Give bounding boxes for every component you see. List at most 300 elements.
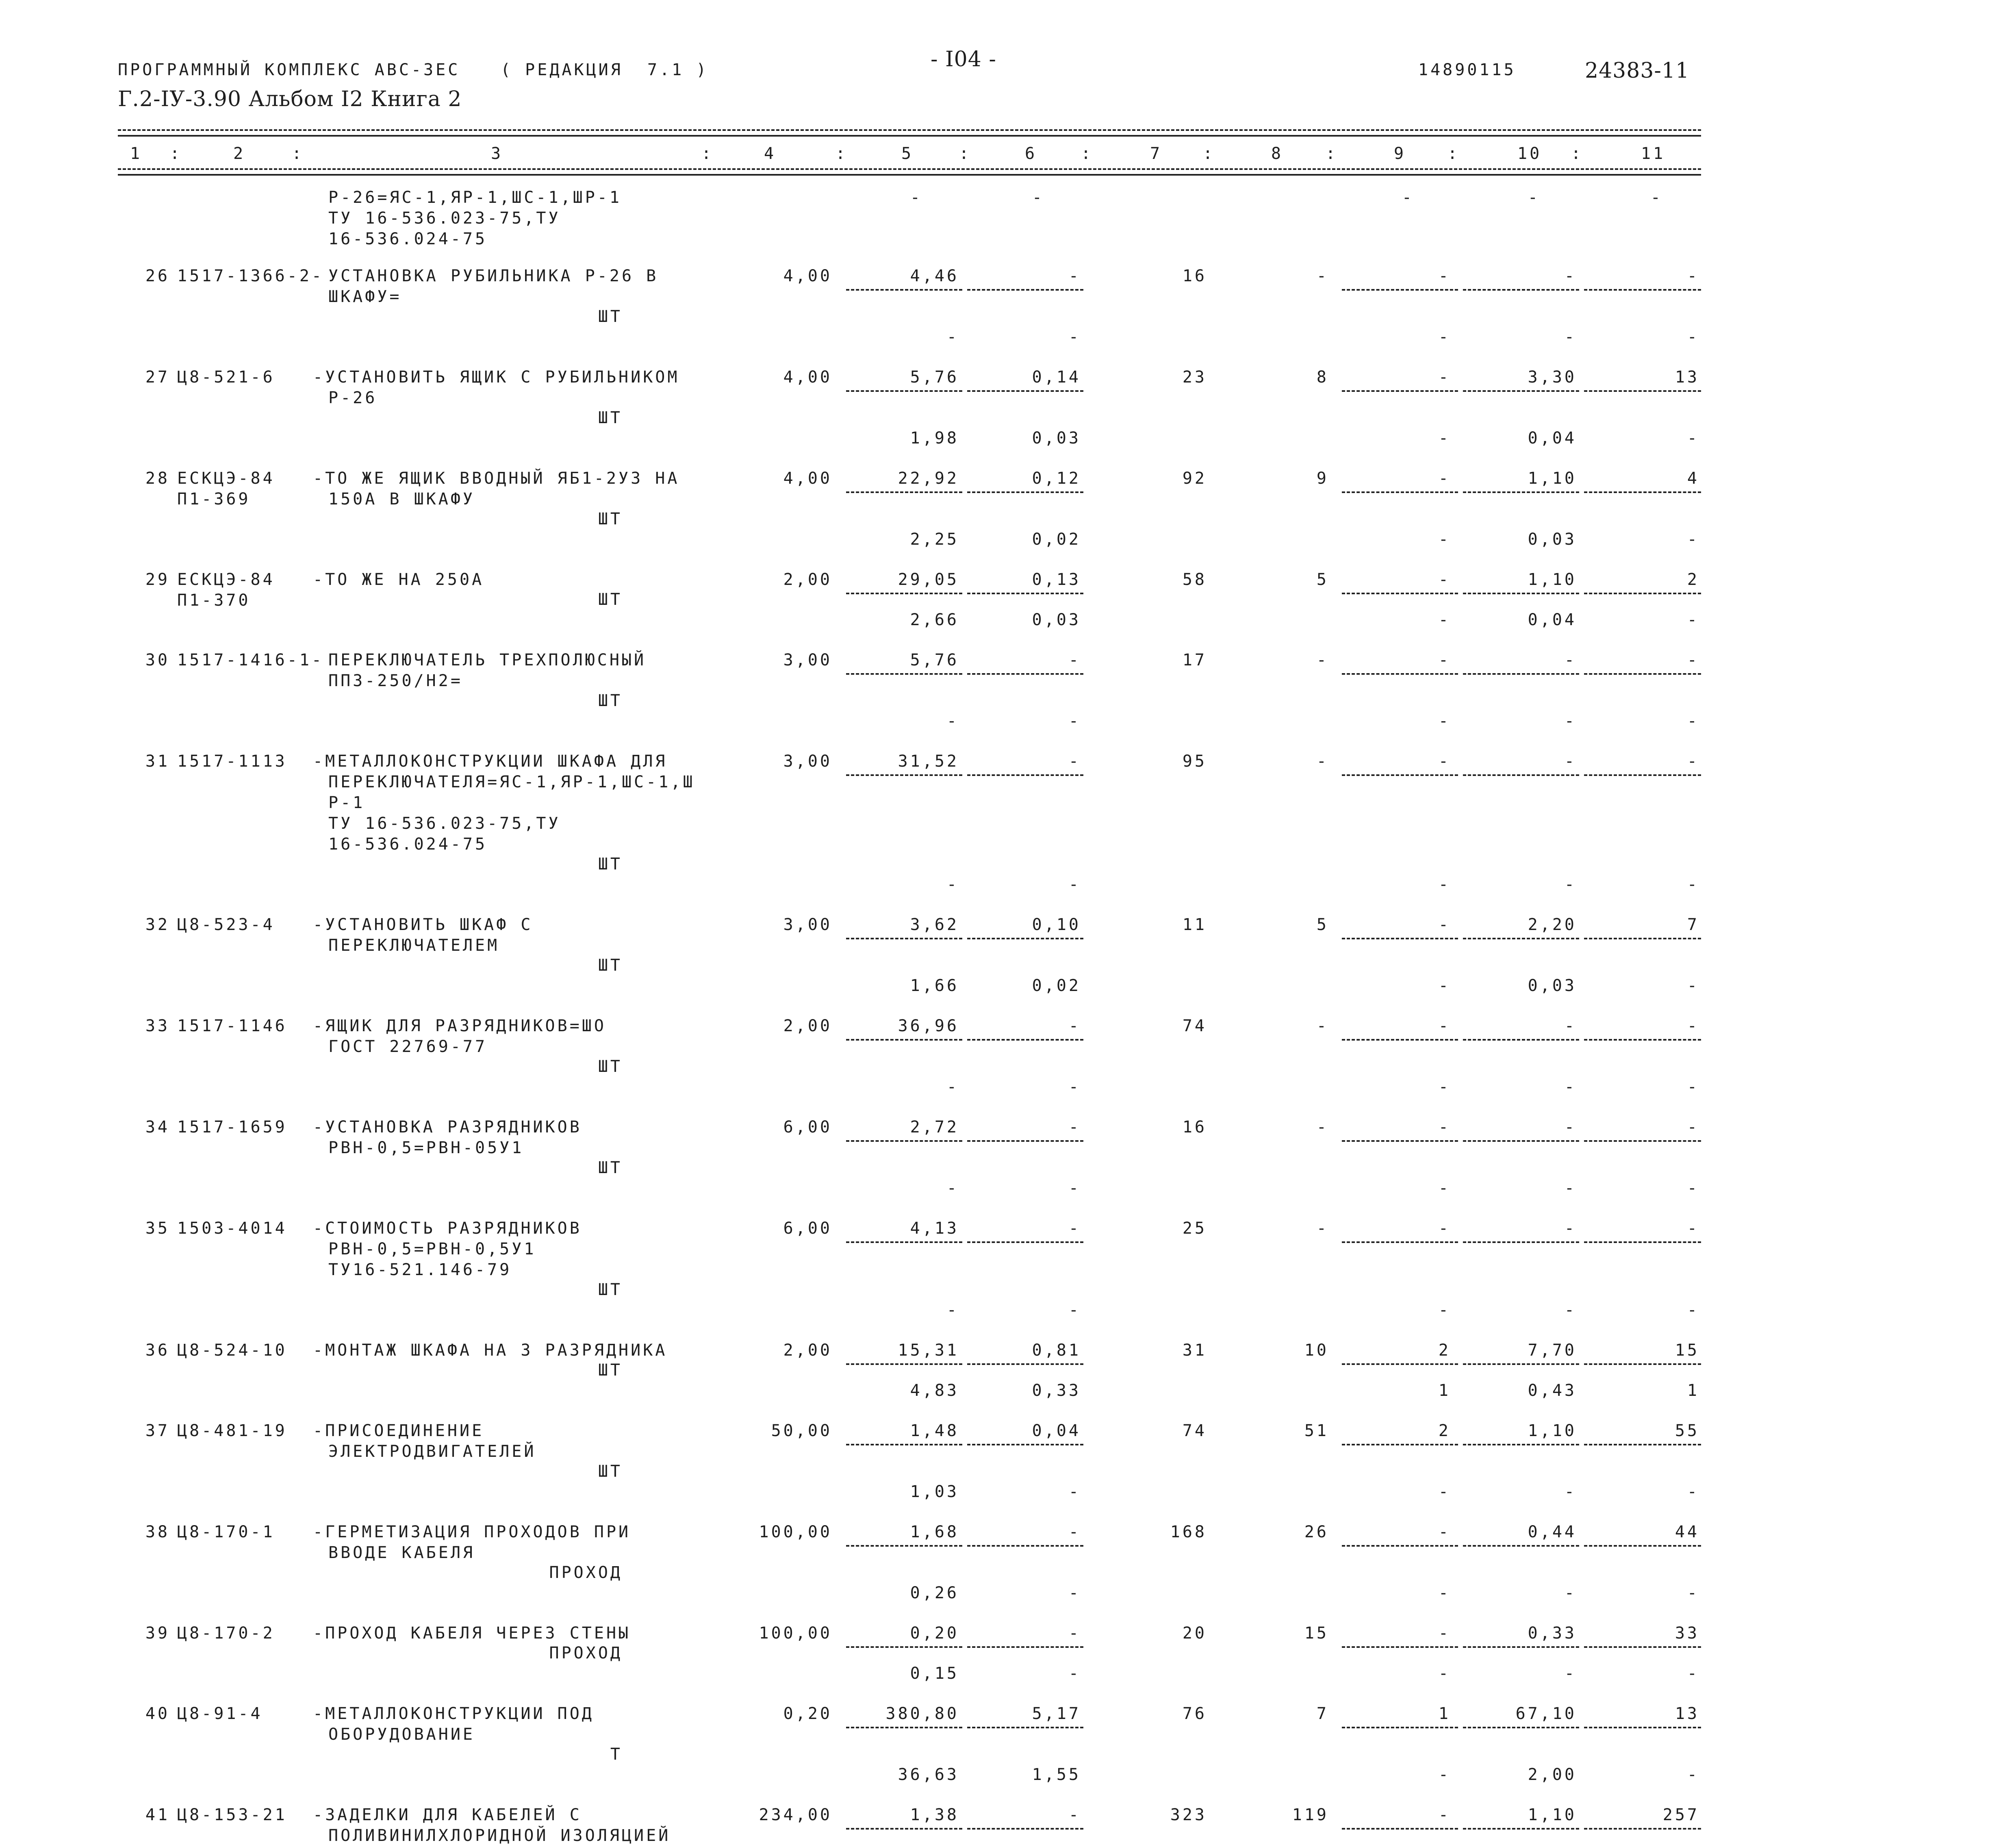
row-code: П1-370 [177,591,251,610]
row-number: 35 [145,1219,170,1238]
column-header-9: 9 [1394,144,1406,163]
top-rule-2 [118,135,1701,137]
row-col9-sub: - [1438,611,1451,629]
row-unit: ШТ [598,1158,623,1177]
row-col6-sub: - [1068,1078,1081,1096]
row-col5: 22,92 [898,469,959,488]
row-col11: 15 [1675,1341,1699,1360]
row-col11: 13 [1675,1704,1699,1723]
row-col11-sub: - [1687,530,1699,549]
row-divider [1584,1545,1701,1547]
row-col10-sub: - [1564,1584,1577,1602]
row-col10-sub: 0,04 [1528,429,1577,448]
row-value: - [1528,188,1540,207]
row-col5: 4,13 [910,1219,959,1238]
column-header-5: 5 [901,144,914,163]
row-description: -МОНТАЖ ШКАФА НА 3 РАЗРЯДНИКА [313,1341,668,1360]
row-code: Ц8-153-21 [177,1806,287,1824]
row-divider [1463,774,1579,776]
row-col9: - [1438,368,1451,387]
row-col10-sub: - [1564,1482,1577,1501]
row-quantity: 2,00 [783,570,832,589]
row-description: -ПРИСОЕДИНЕНИЕ [313,1421,484,1440]
row-col8: - [1316,267,1329,285]
row-code: Ц8-481-19 [177,1421,287,1440]
row-col5-sub: 2,25 [910,530,959,549]
row-col6: - [1068,1523,1081,1541]
row-number: 28 [145,469,170,488]
row-divider [1342,673,1458,675]
row-col6-sub: - [1068,1664,1081,1683]
column-header-1: 1 [130,144,143,163]
row-number: 33 [145,1017,170,1035]
row-col10-sub: - [1564,712,1577,730]
row-divider [846,1545,962,1547]
row-col6-sub: 0,03 [1032,429,1081,448]
row-col10: 1,10 [1528,1421,1577,1440]
row-number: 30 [145,651,170,669]
row-code: П1-369 [177,490,251,509]
row-quantity: 234,00 [759,1806,832,1824]
row-col9: - [1438,752,1451,771]
row-description: ВВОДЕ КАБЕЛЯ [328,1543,475,1562]
row-description: ПП3-250/Н2= [328,672,463,690]
row-col11-sub: - [1687,1179,1699,1197]
row-divider [1463,673,1579,675]
row-col10: 2,20 [1528,915,1577,934]
row-description: -УСТАНОВИТЬ ЯЩИК С РУБИЛЬНИКОМ [313,368,680,387]
column-separator: : [1203,144,1215,163]
row-divider [1584,938,1701,939]
row-col11: - [1687,1118,1699,1137]
row-col6-sub: 1,55 [1032,1765,1081,1784]
row-col7: 92 [1182,469,1207,488]
row-divider [846,289,962,291]
row-divider [1342,1363,1458,1365]
row-col5-sub: 1,66 [910,976,959,995]
row-divider [846,774,962,776]
row-col11-sub: - [1687,875,1699,894]
row-col11: - [1687,752,1699,771]
row-quantity: 50,00 [771,1421,832,1440]
row-col9: - [1438,915,1451,934]
row-value: - [910,188,922,207]
row-value: - [1032,188,1044,207]
row-col7: 74 [1182,1017,1207,1035]
row-divider [846,593,962,594]
row-quantity: 6,00 [783,1219,832,1238]
row-code: Ц8-91-4 [177,1704,263,1723]
row-col11-sub: - [1687,712,1699,730]
row-quantity: 2,00 [783,1017,832,1035]
row-divider [1584,1241,1701,1243]
row-description: ПЕРЕКЛЮЧАТЕЛЕМ [328,936,500,955]
row-col7: 25 [1182,1219,1207,1238]
row-number: 27 [145,368,170,387]
row-col6: - [1068,1806,1081,1824]
row-col6: - [1068,1624,1081,1643]
row-col10-sub: - [1564,1301,1577,1319]
row-description: ЭЛЕКТРОДВИГАТЕЛЕЙ [328,1442,536,1461]
row-code: 1517-1416-1- [177,651,324,669]
row-col10: 0,33 [1528,1624,1577,1643]
row-col8: - [1316,1219,1329,1238]
row-number: 39 [145,1624,170,1643]
row-divider [967,593,1083,594]
row-col11-sub: - [1687,1765,1699,1784]
row-divider [1584,1444,1701,1445]
row-col10-sub: - [1564,328,1577,346]
row-quantity: 2,00 [783,1341,832,1360]
row-col11: - [1687,267,1699,285]
row-col9: - [1438,1118,1451,1137]
row-divider [967,774,1083,776]
row-col5: 1,48 [910,1421,959,1440]
row-col7: 95 [1182,752,1207,771]
row-col6-sub: - [1068,875,1081,894]
row-divider [846,1363,962,1365]
row-quantity: 4,00 [783,469,832,488]
row-col11-sub: - [1687,429,1699,448]
row-description: ПЕРЕКЛЮЧАТЕЛЯ=ЯС-1,ЯР-1,ШС-1,Ш [328,773,695,791]
column-separator: : [170,144,182,163]
row-col5-sub: - [946,1179,959,1197]
row-col9-sub: - [1438,1664,1451,1683]
row-unit: Т [610,1745,623,1764]
row-divider [846,1646,962,1648]
row-col5: 15,31 [898,1341,959,1360]
column-separator: : [1081,144,1094,163]
column-separator: : [1326,144,1338,163]
row-number: 32 [145,915,170,934]
row-col10: 1,10 [1528,1806,1577,1824]
row-col5: 31,52 [898,752,959,771]
row-col10: - [1564,752,1577,771]
row-col6: - [1068,752,1081,771]
row-col9-sub: - [1438,1078,1451,1096]
row-col6-sub: 0,02 [1032,530,1081,549]
column-header-6: 6 [1025,144,1037,163]
row-col10: 7,70 [1528,1341,1577,1360]
row-col6: - [1068,267,1081,285]
row-col6: 0,04 [1032,1421,1081,1440]
row-divider [1342,1828,1458,1830]
row-description: -ЗАДЕЛКИ ДЛЯ КАБЕЛЕЙ С [313,1806,582,1824]
row-description: Р-26=ЯС-1,ЯР-1,ШС-1,ШР-1 [328,188,622,207]
row-description: ПЕРЕКЛЮЧАТЕЛЬ ТРЕХПОЛЮСНЫЙ [328,651,647,669]
row-unit: ШТ [598,590,623,609]
row-description: -ТО ЖЕ ЯЩИК ВВОДНЫЙ ЯБ1-2УЗ НА [313,469,680,488]
row-divider [1342,390,1458,392]
row-divider [1463,390,1579,392]
row-divider [967,1727,1083,1728]
row-divider [1584,1363,1701,1365]
row-description: 150А В ШКАФУ [328,490,475,509]
row-divider [846,1241,962,1243]
row-code: 1517-1146 [177,1017,287,1035]
row-quantity: 0,20 [783,1704,832,1723]
row-col9: 2 [1438,1341,1451,1360]
row-description: РВН-0,5=РВН-05У1 [328,1139,524,1157]
row-code: Ц8-170-1 [177,1523,275,1541]
row-unit: ШТ [598,1057,623,1076]
row-divider [846,1039,962,1041]
row-description: ПОЛИВИНИЛХЛОРИДНОЙ ИЗОЛЯЦИЕЙ [328,1826,671,1845]
row-col5: 4,46 [910,267,959,285]
column-header-3: 3 [491,144,503,163]
row-divider [967,938,1083,939]
row-divider [1463,289,1579,291]
row-col9-sub: 1 [1438,1381,1451,1400]
album-title: Г.2-IУ-3.90 Альбом I2 Книга 2 [118,87,462,111]
row-col5-sub: 0,15 [910,1664,959,1683]
row-col10-sub: 2,00 [1528,1765,1577,1784]
row-divider [846,491,962,493]
row-col9: - [1438,267,1451,285]
row-divider [967,1828,1083,1830]
row-col11: - [1687,651,1699,669]
row-col6: - [1068,1118,1081,1137]
row-col6-sub: - [1068,1482,1081,1501]
row-code: Ц8-523-4 [177,915,275,934]
row-col9-sub: - [1438,712,1451,730]
row-col6-sub: 0,33 [1032,1381,1081,1400]
row-quantity: 4,00 [783,368,832,387]
column-header-8: 8 [1271,144,1284,163]
top-rule-1 [118,129,1701,131]
row-col8: 7 [1316,1704,1329,1723]
row-divider [967,390,1083,392]
row-number: 40 [145,1704,170,1723]
row-col9: 2 [1438,1421,1451,1440]
row-divider [1342,774,1458,776]
row-col5-sub: 2,66 [910,611,959,629]
row-unit: ШТ [598,510,623,528]
row-col11-sub: - [1687,1482,1699,1501]
row-description: -МЕТАЛЛОКОНСТРУКЦИИ ШКАФА ДЛЯ [313,752,668,771]
row-col6: 5,17 [1032,1704,1081,1723]
row-divider [967,1545,1083,1547]
row-code: Ц8-170-2 [177,1624,275,1643]
column-separator: : [701,144,714,163]
row-col10: - [1564,1118,1577,1137]
row-description: -ЯЩИК ДЛЯ РАЗРЯДНИКОВ=ШО [313,1017,606,1035]
row-col9-sub: - [1438,328,1451,346]
row-col9: - [1438,1219,1451,1238]
row-col9: - [1438,570,1451,589]
row-divider [1342,593,1458,594]
row-number: 37 [145,1421,170,1440]
row-col6-sub: - [1068,712,1081,730]
row-col5-sub: - [946,875,959,894]
row-col6-sub: - [1068,1301,1081,1319]
row-col7: 58 [1182,570,1207,589]
row-col6: 0,10 [1032,915,1081,934]
row-col10-sub: 0,04 [1528,611,1577,629]
row-col7: 23 [1182,368,1207,387]
row-value: - [1650,188,1663,207]
row-description: 16-536.024-75 [328,835,488,854]
row-col10-sub: - [1564,1179,1577,1197]
edition: ( РЕДАКЦИЯ 7.1 ) [501,61,709,79]
row-divider [1342,1039,1458,1041]
row-col11-sub: - [1687,1664,1699,1683]
row-unit: ШТ [598,956,623,975]
row-divider [846,938,962,939]
row-description: ТУ 16-536.023-75,ТУ [328,209,561,228]
row-col8: - [1316,1017,1329,1035]
row-col9: - [1438,1017,1451,1035]
row-col9: - [1438,651,1451,669]
row-col11-sub: - [1687,1301,1699,1319]
row-divider [1342,491,1458,493]
row-col5-sub: - [946,328,959,346]
row-quantity: 3,00 [783,651,832,669]
row-col11: 44 [1675,1523,1699,1541]
row-divider [1584,1727,1701,1728]
row-col10-sub: - [1564,1664,1577,1683]
row-col10-sub: 0,03 [1528,530,1577,549]
row-col10-sub: - [1564,875,1577,894]
row-col5: 380,80 [885,1704,959,1723]
row-col8: - [1316,752,1329,771]
row-divider [1463,938,1579,939]
row-divider [1463,1545,1579,1547]
row-col7: 16 [1182,267,1207,285]
row-divider [846,1140,962,1142]
row-divider [1584,774,1701,776]
row-col6-sub: - [1068,328,1081,346]
row-col11-sub: - [1687,1078,1699,1096]
row-col5-sub: 1,03 [910,1482,959,1501]
row-divider [1584,1039,1701,1041]
row-description: ОБОРУДОВАНИЕ [328,1725,475,1744]
row-description: РВН-0,5=РВН-0,5У1 [328,1240,536,1258]
row-description: ТУ16-521.146-79 [328,1260,512,1279]
row-description: УСТАНОВКА РУБИЛЬНИКА Р-26 В [328,267,659,285]
row-unit: ШТ [598,1280,623,1299]
row-code: 1517-1366-2- [177,267,324,285]
col-header-rule-1 [118,168,1701,170]
row-col10: - [1564,267,1577,285]
row-divider [1584,491,1701,493]
row-code: ЕСКЦЭ-84 [177,469,275,488]
row-description: -УСТАНОВКА РАЗРЯДНИКОВ [313,1118,582,1137]
row-col7: 31 [1182,1341,1207,1360]
row-description: -ГЕРМЕТИЗАЦИЯ ПРОХОДОВ ПРИ [313,1523,631,1541]
row-divider [967,673,1083,675]
row-col7: 11 [1182,915,1207,934]
row-col5: 0,20 [910,1624,959,1643]
row-divider [846,1828,962,1830]
row-code: Ц8-524-10 [177,1341,287,1360]
doc-number: 24383-11 [1585,59,1690,83]
row-quantity: 3,00 [783,915,832,934]
row-divider [1342,1545,1458,1547]
row-col11-sub: - [1687,1584,1699,1602]
row-divider [1463,1646,1579,1648]
row-description: 16-536.024-75 [328,230,488,248]
row-col6: 0,14 [1032,368,1081,387]
row-col5-sub: - [946,1078,959,1096]
row-col7: 74 [1182,1421,1207,1440]
row-divider [1342,1241,1458,1243]
row-col10: 1,10 [1528,570,1577,589]
column-separator: : [1571,144,1584,163]
row-col9: 1 [1438,1704,1451,1723]
row-col8: 10 [1304,1341,1329,1360]
row-col8: 5 [1316,915,1329,934]
row-col11: 55 [1675,1421,1699,1440]
row-col10: 0,44 [1528,1523,1577,1541]
row-col11: 4 [1687,469,1699,488]
row-col9-sub: - [1438,1179,1451,1197]
row-col11-sub: 1 [1687,1381,1699,1400]
row-quantity: 100,00 [759,1523,832,1541]
row-col5: 1,68 [910,1523,959,1541]
row-number: 34 [145,1118,170,1137]
row-col10: 3,30 [1528,368,1577,387]
row-number: 26 [145,267,170,285]
row-divider [1584,1646,1701,1648]
row-col6: - [1068,1017,1081,1035]
row-col9-sub: - [1438,875,1451,894]
column-separator: : [959,144,972,163]
row-col9-sub: - [1438,1482,1451,1501]
col-header-rule-2 [118,174,1701,176]
row-description: -ПРОХОД КАБЕЛЯ ЧЕРЕЗ СТЕНЫ [313,1624,631,1643]
row-col5: 5,76 [910,651,959,669]
row-col6-sub: - [1068,1584,1081,1602]
row-col5: 36,96 [898,1017,959,1035]
row-col5: 2,72 [910,1118,959,1137]
row-unit: ШТ [598,1462,623,1481]
row-col11: 33 [1675,1624,1699,1643]
row-col8: 51 [1304,1421,1329,1440]
row-description: Р-26 [328,389,378,407]
row-col5-sub: 0,26 [910,1584,959,1602]
row-col10: 67,10 [1515,1704,1577,1723]
row-col5-sub: 36,63 [898,1765,959,1784]
row-divider [846,390,962,392]
row-col6: 0,12 [1032,469,1081,488]
row-col7: 16 [1182,1118,1207,1137]
row-divider [1342,1140,1458,1142]
row-col6: - [1068,1219,1081,1238]
row-value: - [1402,188,1414,207]
row-col9: - [1438,1624,1451,1643]
row-quantity: 100,00 [759,1624,832,1643]
row-col10-sub: 0,43 [1528,1381,1577,1400]
row-col7: 17 [1182,651,1207,669]
row-col8: 9 [1316,469,1329,488]
row-description: ТУ 16-536.023-75,ТУ [328,814,561,833]
row-col5-sub: - [946,1301,959,1319]
row-col7: 20 [1182,1624,1207,1643]
row-description: -ТО ЖЕ НА 250А [313,570,484,589]
row-divider [967,1363,1083,1365]
row-col6: - [1068,651,1081,669]
row-divider [1463,1241,1579,1243]
row-col6: 0,13 [1032,570,1081,589]
row-divider [1342,938,1458,939]
row-divider [1463,1727,1579,1728]
row-divider [967,1140,1083,1142]
row-col11: - [1687,1017,1699,1035]
row-col5: 3,62 [910,915,959,934]
row-description: ГОСТ 22769-77 [328,1037,488,1056]
row-col5: 29,05 [898,570,959,589]
